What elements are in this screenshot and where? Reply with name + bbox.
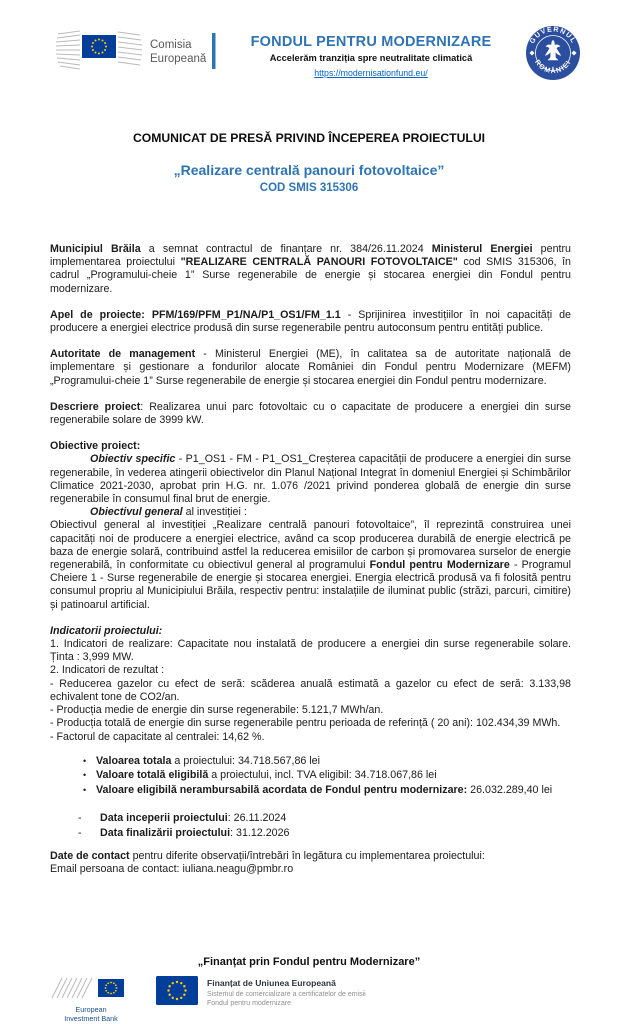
list-item: [50, 784, 571, 797]
project-name-title: „Realizare centrală panouri fotovoltaice”: [173, 162, 445, 178]
romanian-government-seal: [524, 24, 582, 82]
paragraph-description: Descriere proiect: Realizarea unui parc fotovoltaic cu o capacitate de producere a energiei din surse regenerabile solare de 3999 kW.: [50, 400, 571, 427]
title-block: [0, 131, 618, 194]
financed-note: „Finanțat prin Fondul pentru Modernizare”: [197, 956, 421, 968]
document-body: [50, 243, 571, 877]
paragraph-contract: Municipiul Brăila a semnat contractul de finanțare nr. 384/26.11.2024 Ministerul Energiei pentru implementarea proiectului "REALIZARE CENTRALĂ PANOURI FOTOVOLTAICE" cod SMIS 315306, în cadrul „Programului-cheie 1” Surse regenerabile de energie și stocarea energiei din Fondul pentru modernizare.: [50, 243, 571, 295]
eib-logo-block: [48, 976, 134, 1023]
ec-logo-bar: [212, 33, 216, 69]
eib-label-line1: European: [75, 1005, 107, 1014]
dash-marker: -: [78, 812, 82, 825]
heading-indicators: Indicatorii proiectului:: [50, 624, 163, 637]
value-bullet-list: [50, 755, 571, 798]
date-text: Data inceperii proiectului: 26.11.2024: [100, 812, 287, 825]
paragraph-authority: Autoritate de management - Ministerul Energiei (ME), în calitatea sa de autoritate națională de implementare și gestionare a fondurilor alocate României din Fondul pentru Modernizare (MEFM) „Programului-cheie 1” Surse regenerabile de energie și stocarea energiei din Fondul pentru modernizare.: [50, 348, 571, 387]
paragraph-objective-general-lead: Obiectivul general al investiției :: [90, 506, 247, 519]
fund-title: FONDUL PENTRU MODERNIZARE: [250, 34, 492, 50]
document-header: [56, 22, 582, 82]
bullet-marker: •: [83, 770, 87, 781]
dash-marker: -: [78, 827, 82, 840]
press-release-title: COMUNICAT DE PRESĂ PRIVIND ÎNCEPEREA PROIECTULUI: [132, 131, 486, 145]
european-commission-logo: [56, 22, 218, 80]
eu-flag-icon: [156, 976, 198, 1005]
paragraph-contact: Date de contact pentru diferite observații/întrebări în legătura cu implementarea proiectului:: [50, 850, 485, 863]
fund-website-link[interactable]: https://modernisationfund.eu/: [314, 68, 428, 78]
eib-strokes: [52, 978, 92, 998]
eu-flag-icon: [82, 35, 116, 58]
seal-text-bottom: ROMÂNIEI: [533, 58, 573, 76]
paragraph-objective-general: Obiectivul general al investiției „Realizare centrală panouri fotovoltaice”, îl reprezintă construirea unei capacități noi de producere a energiei electrice, având ca scop producerea durabilă de energie electrică pe baza de energie solară, contribuind astfel la reducerea emisiilor de carbon și promovarea surselor de energie regenerabilă, în conformitate cu obiectivul general al programului Fondul pentru Modernizare - Programul Cheiere 1 - Surse regenerabile de energie și stocarea energiei. Energia electrică produsă va fi folosită pentru consumul propriu al Municipiului Brăila, respectiv pentru: instalațiile de iluminat public (străzi, parcuri, cimitire) și patinoarul artificial.: [50, 519, 571, 611]
ec-logo-line2: Europeană: [150, 53, 207, 65]
eu-funding-subtitle2: Fondul pentru modernizare: [207, 1000, 292, 1007]
seal-text-top: GUVERNUL: [528, 26, 578, 46]
fund-tagline: Accelerăm tranziția spre neutralitate climatică: [269, 53, 473, 63]
paragraph-call: Apel de proiecte: PFM/169/PFM_P1/NA/P1_OS1/FM_1.1 - Sprijinirea investițiilor în noi capacități de producere a energiei electrice produsă din surse regenerabile pentru autoconsum pentru entități publice.: [50, 308, 571, 335]
indicator-line: - Reducerea gazelor cu efect de seră: scăderea anuală estimată a gazelor cu efect de seră: 3.133,98 echivalent tone de CO2/an.: [50, 677, 571, 703]
bullet-text: Valoarea totala a proiectului: 34.718.567,86 lei: [96, 754, 320, 767]
indicator-line: - Producția medie de energie din surse regenerabile: 5.121,7 MWh/an.: [50, 704, 384, 717]
cod-smis: COD SMIS 315306: [259, 182, 359, 194]
project-dates-list: [50, 812, 571, 840]
fund-header-block: [218, 22, 524, 81]
eu-funding-text: [207, 976, 366, 1007]
eu-funding-block: [156, 976, 366, 1007]
bullet-marker: •: [83, 755, 87, 766]
date-text: Data finalizării proiectului: 31.12.2026: [100, 827, 290, 840]
paragraph-contact-email: Email persoana de contact: iuliana.neagu@pmbr.ro: [50, 863, 294, 876]
eib-label-line2: Investment Bank: [64, 1014, 118, 1024]
document-footer: [48, 976, 578, 1023]
berlaymont-strokes-left: [56, 31, 80, 69]
paragraph-objective-specific: Obiectiv specific - P1_OS1 - FM - P1_OS1_Creșterea capacității de producere a energiei din surse regenerabile, în vederea atingerii obiectivelor din Planul Național Integrat în domeniul Energiei și Schimbărilor Climatice 2021-2030, aprobat prin H.G. nr. 1.076 /2021 privind ponderea globală de energie din surse regenerabile în consumul final brut de energie.: [50, 453, 571, 506]
bullet-text: Valoare totală eligibilă a proiectului, incl. TVA eligibil: 34.718.067,86 lei: [96, 769, 437, 782]
eib-logo: [48, 976, 134, 1000]
bullet-marker: •: [83, 785, 87, 796]
list-item: [50, 812, 571, 825]
heading-objectives: Obiective proiect:: [50, 440, 141, 453]
indicator-line: - Factorul de capacitate al centralei: 14,62 %.: [50, 730, 265, 743]
berlaymont-strokes-right: [118, 32, 142, 65]
bullet-text: Valoare eligibilă nerambursabilă acordata de Fondul pentru modernizare: 26.032.289,40 lei: [96, 784, 553, 797]
indicator-line: 2. Indicatori de rezultat :: [50, 664, 165, 677]
eu-funding-title: Finanțat de Uniunea Europeană: [207, 978, 336, 988]
list-item: [50, 755, 571, 768]
ec-logo-line1: Comisia: [150, 39, 192, 51]
list-item: [50, 769, 571, 782]
indicator-line: 1. Indicatori de realizare: Capacitate nou instalată de producere a energiei din surse regenerabile solare. Ținta : 3,999 MW.: [50, 638, 571, 664]
indicator-line: - Producția totală de energie din surse regenerabile pentru perioada de referință ( 20 ani): 102.434,39 MWh.: [50, 717, 561, 730]
eu-funding-subtitle1: Sistemul de comercializare a certificatelor de emisii: [207, 990, 366, 998]
eu-funding-flag: [156, 976, 198, 1005]
list-item: [50, 827, 571, 840]
